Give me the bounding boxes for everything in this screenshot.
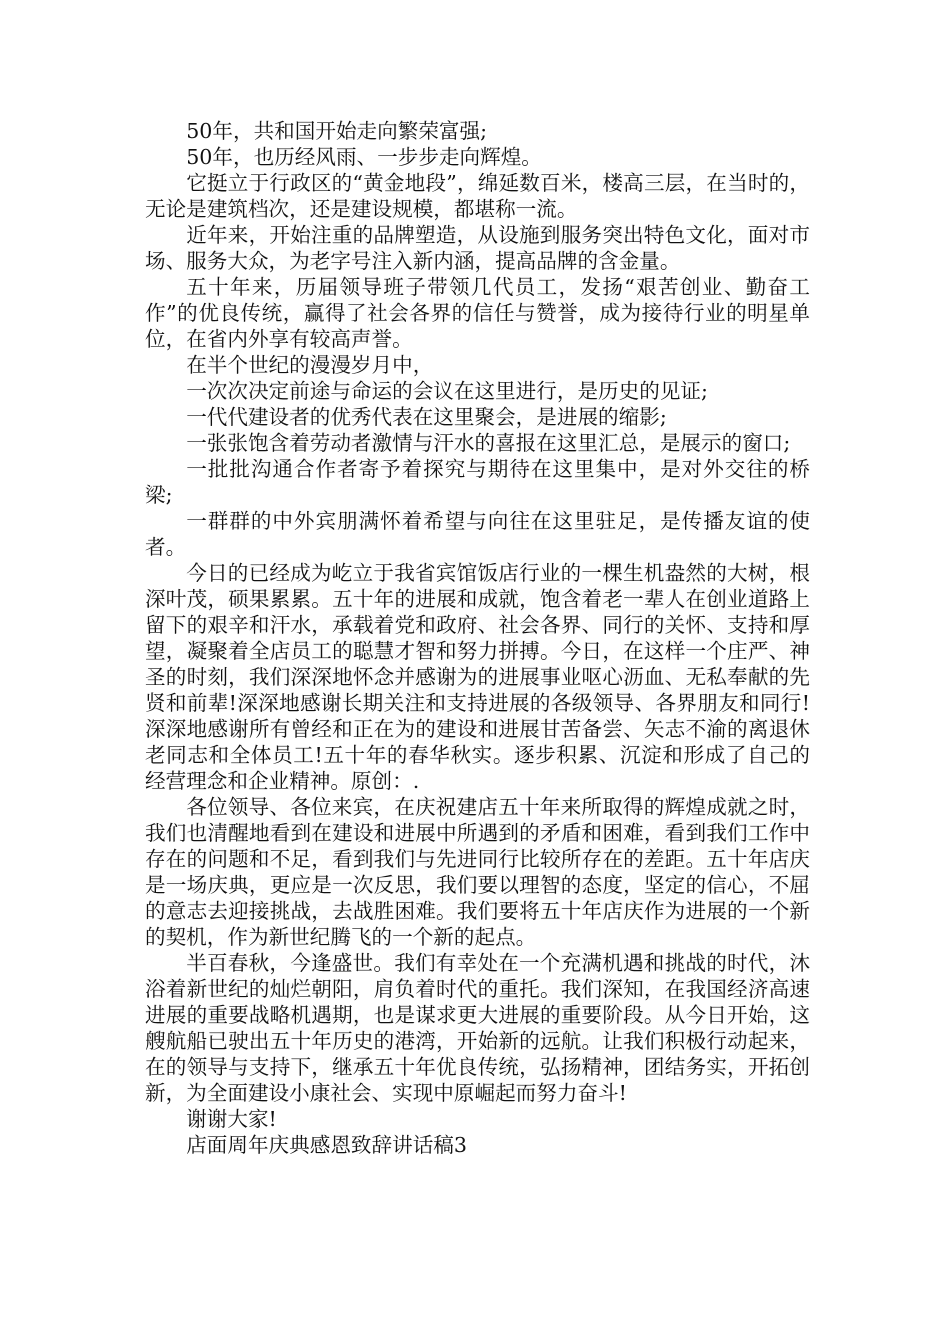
paragraph: 它挺立于行政区的“黄金地段”，绵延数百米，楼高三层，在当时的，无论是建筑档次，还是建设规模，都堪称一流。 [145, 171, 810, 221]
paragraph: 今日的已经成为屹立于我省宾馆饭店行业的一棵生机盎然的大树，根深叶茂，硕果累累。五十年的进展和成就，饱含着老一辈人在创业道路上留下的艰辛和汗水，承载着党和政府、社会各界、同行的关怀、支持和厚望，凝聚着全店员工的聪慧才智和努力拼搏。今日，在这样一个庄严、神圣的时刻，我们深深地怀念并感谢为的进展事业呕心沥血、无私奉献的先贤和前辈!深深地感谢长期关注和支持进展的各级领导、各界朋友和同行!深深地感谢所有曾经和正在为的建设和进展甘苦备尝、矢志不渝的离退休老同志和全体员工!五十年的春华秋实。逐步积累、沉淀和形成了自己的经营理念和企业精神。原创：. [145, 561, 810, 793]
paragraph: 一批批沟通合作者寄予着探究与期待在这里集中，是对外交往的桥梁; [145, 457, 810, 507]
paragraph: 各位领导、各位来宾，在庆祝建店五十年来所取得的辉煌成就之时，我们也清醒地看到在建设和进展中所遇到的矛盾和困难，看到我们工作中存在的问题和不足，看到我们与先进同行比较所存在的差距。五十年店庆是一场庆典，更应是一次反思，我们要以理智的态度，坚定的信心，不屈的意志去迎接挑战，去战胜困难。我们要将五十年店庆作为进展的一个新的契机，作为新世纪腾飞的一个新的起点。 [145, 795, 810, 949]
paragraph: 半百春秋，今逢盛世。我们有幸处在一个充满机遇和挑战的时代，沐浴着新世纪的灿烂朝阳，肩负着时代的重托。我们深知，在我国经济高速进展的重要战略机遇期，也是谋求更大进展的重要阶段。从今日开始，这艘航船已驶出五十年历史的港湾，开始新的远航。让我们积极行动起来，在的领导与支持下，继承五十年优良传统，弘扬精神，团结务实，开拓创新，为全面建设小康社会、实现中原崛起而努力奋斗! [145, 951, 810, 1105]
paragraph: 一代代建设者的优秀代表在这里聚会，是进展的缩影; [186, 405, 667, 429]
paragraph: 一群群的中外宾朋满怀着希望与向往在这里驻足，是传播友谊的使者。 [145, 509, 810, 559]
paragraph: 一张张饱含着劳动者激情与汗水的喜报在这里汇总，是展示的窗口; [186, 431, 791, 455]
paragraph: 50年，也历经风雨、一步步走向辉煌。 [186, 145, 542, 169]
paragraph: 五十年来，历届领导班子带领几代员工，发扬“艰苦创业、勤奋工作”的优良传统，赢得了社会各界的信任与赞誉，成为接待行业的明星单位，在省内外享有较高声誉。 [145, 275, 810, 351]
paragraph: 谢谢大家! [186, 1107, 277, 1131]
paragraph: 一次次决定前途与命运的会议在这里进行，是历史的见证; [186, 379, 708, 403]
section-title: 店面周年庆典感恩致辞讲话稿3 [186, 1133, 468, 1157]
document-body [145, 118, 810, 1158]
paragraph: 近年来，开始注重的品牌塑造，从设施到服务突出特色文化，面对市场、服务大众，为老字号注入新内涵，提高品牌的含金量。 [145, 223, 810, 273]
paragraph: 在半个世纪的漫漫岁月中， [186, 353, 434, 377]
paragraph: 50年，共和国开始走向繁荣富强; [186, 119, 488, 143]
